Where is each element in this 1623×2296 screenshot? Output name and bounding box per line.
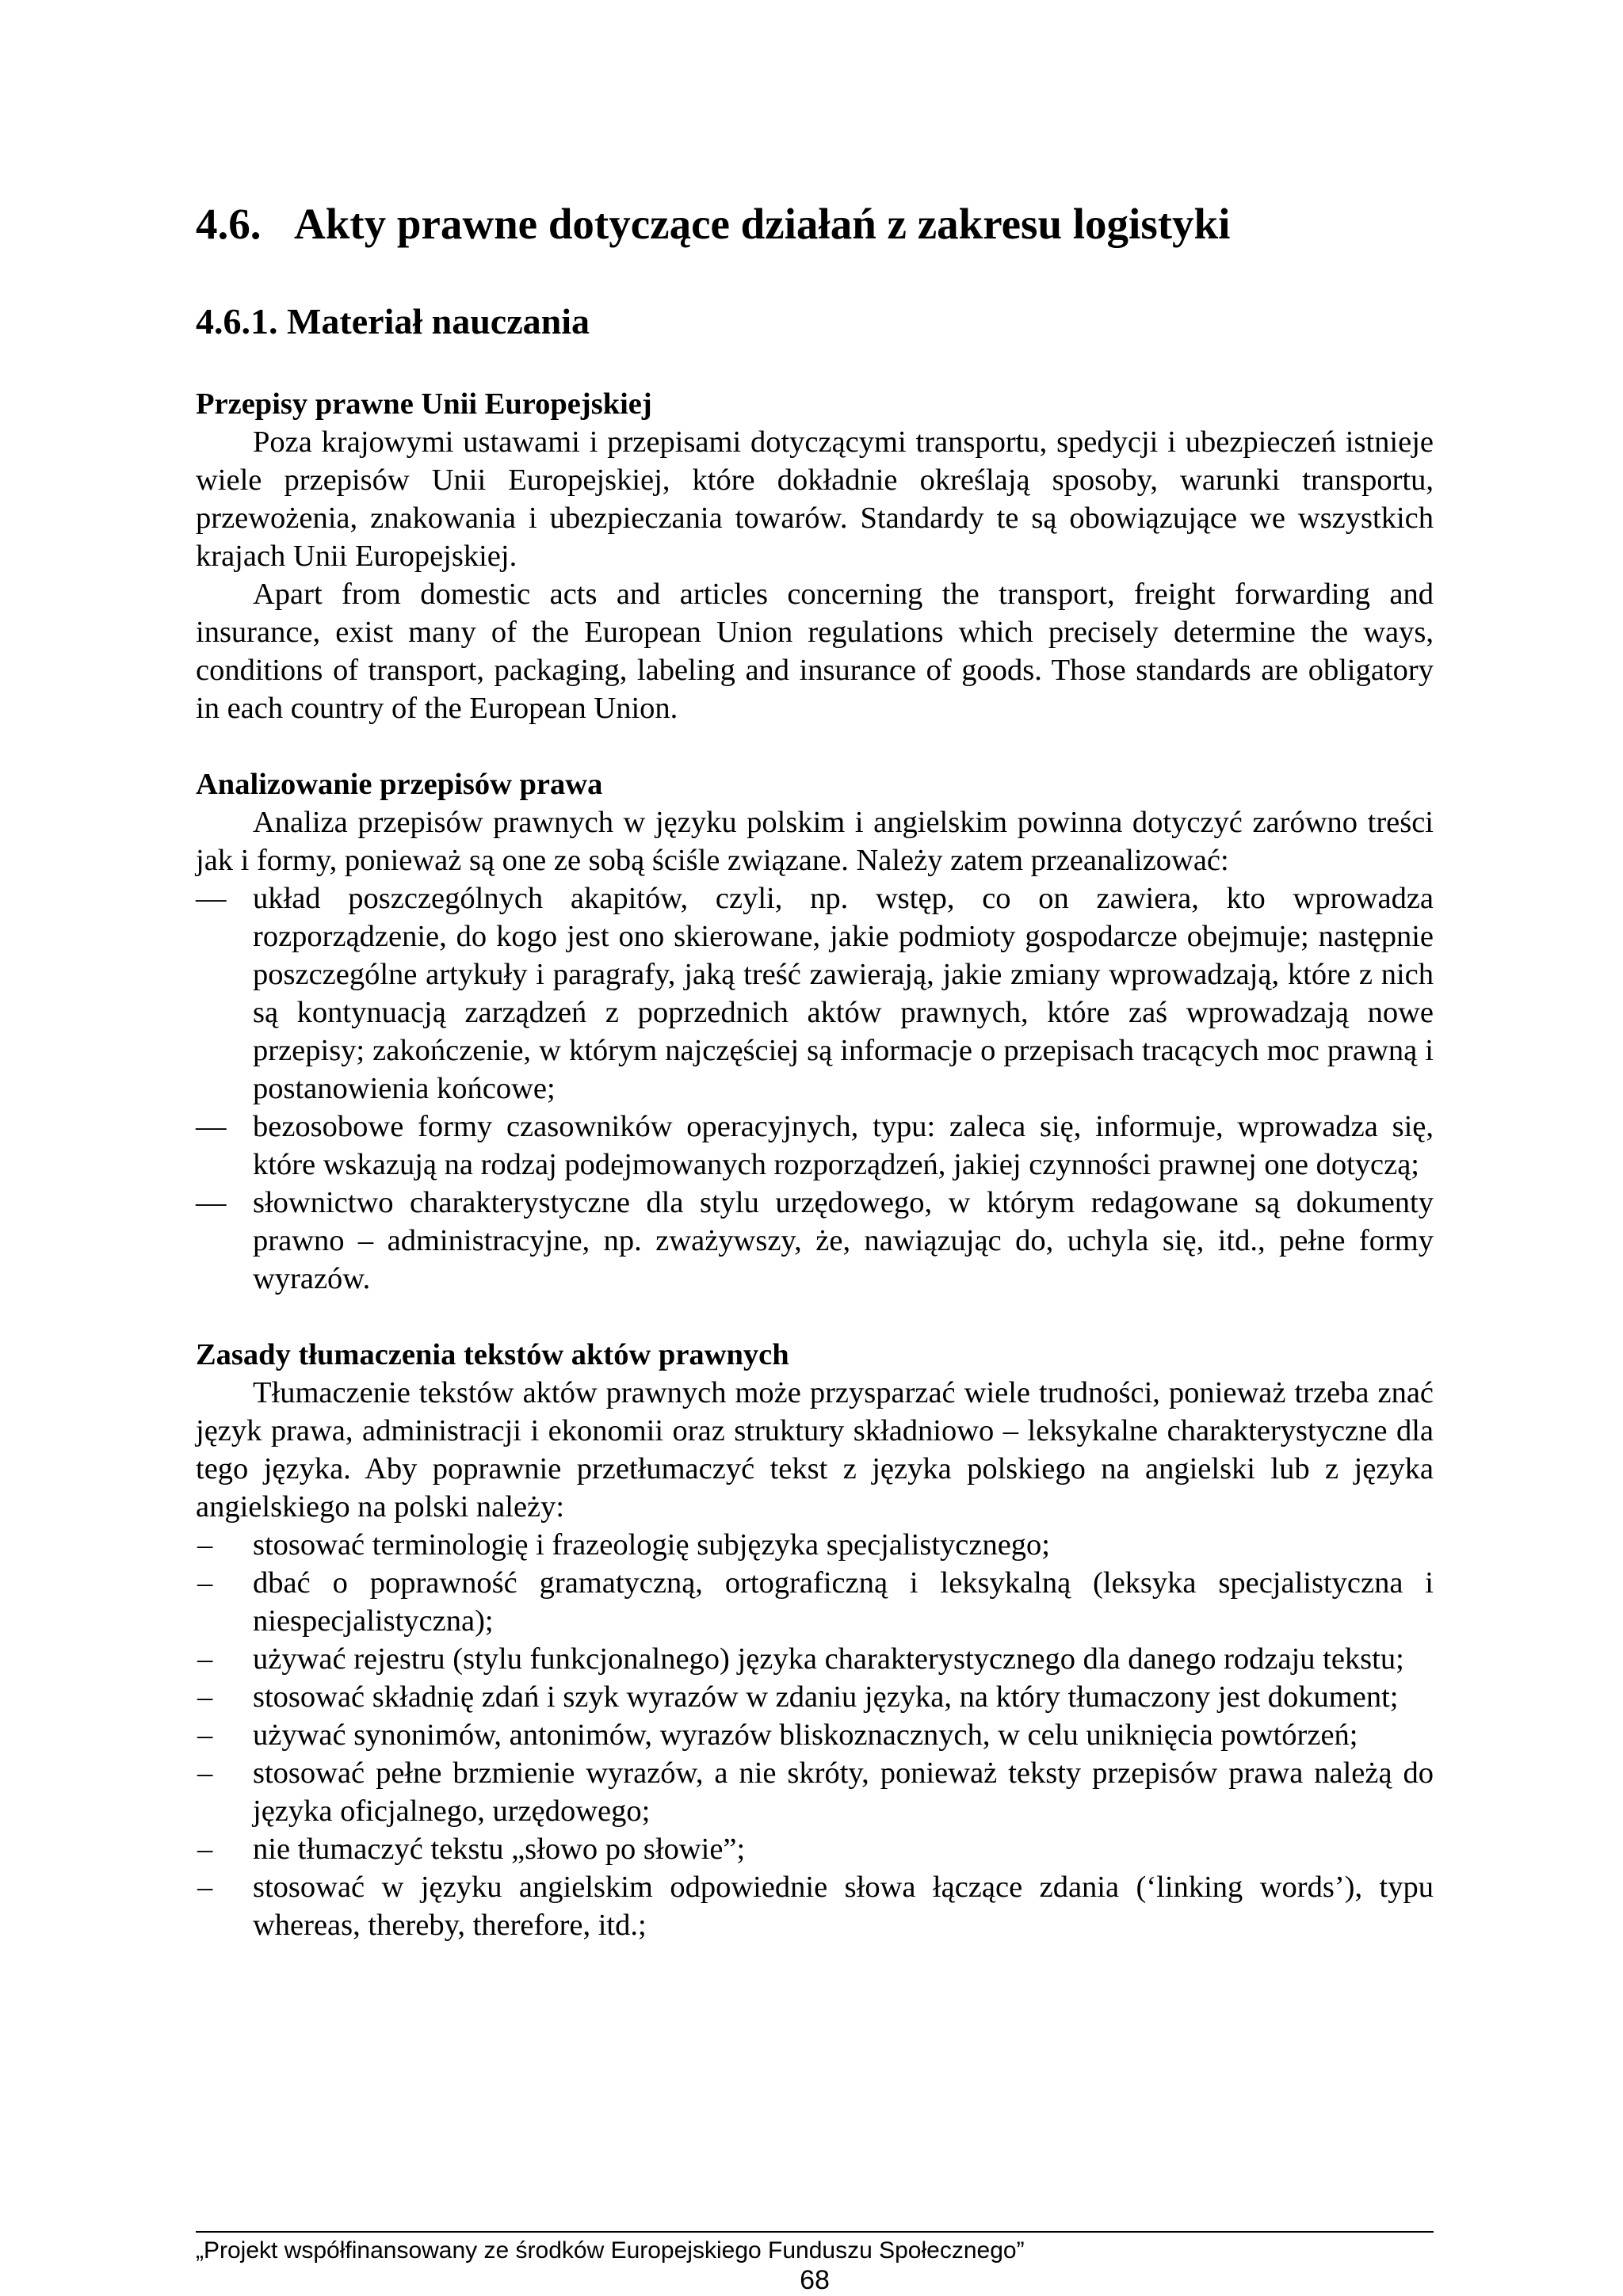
- list-item: – stosować terminologię i frazeologię subjęzyka specjalistycznego;: [196, 1526, 1434, 1564]
- eu-regulations-heading: Przepisy prawne Unii Europejskiej: [196, 387, 652, 421]
- footer-text: „Projekt współfinansowany ze środków Europejskiego Funduszu Społecznego”: [196, 2237, 1025, 2264]
- chapter-title-text: Akty prawne dotyczące działań z zakresu logistyki: [294, 200, 1231, 248]
- list-item: – stosować pełne brzmienie wyrazów, a nie skróty, ponieważ teksty przepisów prawa należą do języka oficjalnego, urzędowego;: [196, 1754, 1434, 1830]
- chapter-title: [196, 196, 1230, 252]
- list-item: – stosować składnię zdań i szyk wyrazów w zdaniu języka, na który tłumaczony jest dokument;: [196, 1678, 1434, 1716]
- list-item: – stosować w języku angielskim odpowiednie słowa łączące zdania (‘linking words’), typu whereas, thereby, therefore, itd.;: [196, 1868, 1434, 1944]
- list-item: — słownictwo charakterystyczne dla stylu urzędowego, w którym redagowane są dokumenty prawno – administracyjne, np. zważywszy, że, nawiązując do, uchyla się, itd., pełne formy wyrazów.: [196, 1184, 1434, 1298]
- eu-regulations-paragraph-en: Apart from domestic acts and articles concerning the transport, freight forwarding and insurance, exist many of the European Union regulations which precisely determine the ways, conditions of transport, packaging, labeling and insurance of goods. Those standards are obligatory in each country of the European Union.: [196, 578, 1434, 725]
- analysis-list: [196, 879, 1434, 1298]
- chapter-number: 4.6.: [196, 200, 262, 248]
- section-title: 4.6.1. Materiał nauczania: [196, 301, 590, 341]
- analysis-heading: Analizowanie przepisów prawa: [196, 768, 603, 801]
- list-item: – nie tłumaczyć tekstu „słowo po słowie”;: [196, 1830, 1434, 1868]
- footer-divider: [196, 2231, 1434, 2233]
- translation-list: [196, 1526, 1434, 1944]
- list-item: — bezosobowe formy czasowników operacyjnych, typu: zaleca się, informuje, wprowadza się, które wskazują na rodzaj podejmowanych rozporządzeń, jakiej czynności prawnej one dotyczą;: [196, 1108, 1434, 1184]
- eu-regulations-paragraph-pl: Poza krajowymi ustawami i przepisami dotyczącymi transportu, spedycji i ubezpieczeń istnieje wiele przepisów Unii Europejskiej, które dokładnie określają sposoby, warunki transportu, przewożenia, znakowania i ubezpieczania towarów. Standardy te są obowiązujące we wszystkich krajach Unii Europejskiej.: [196, 425, 1434, 573]
- list-item: – używać synonimów, antonimów, wyrazów bliskoznacznych, w celu uniknięcia powtórzeń;: [196, 1716, 1434, 1754]
- analysis-intro: Analiza przepisów prawnych w języku polskim i angielskim powinna dotyczyć zarówno treści jak i formy, ponieważ są one ze sobą ściśle związane. Należy zatem przeanalizować:: [196, 806, 1434, 877]
- body-text: [196, 385, 1434, 1944]
- list-item: — układ poszczególnych akapitów, czyli, np. wstęp, co on zawiera, kto wprowadza rozporządzenie, do kogo jest ono skierowane, jakie podmioty gospodarcze obejmuje; następnie poszczególne artykuły i paragrafy, jaką treść zawierają, jakie zmiany wprowadzają, które z nich są kontynuacją zarządzeń z poprzednich aktów prawnych, które zaś wprowadzają nowe przepisy; zakończenie, w którym najczęściej są informacje o przepisach tracących moc prawną i postanowienia końcowe;: [196, 879, 1434, 1108]
- translation-heading: Zasady tłumaczenia tekstów aktów prawnych: [196, 1338, 789, 1371]
- translation-intro: Tłumaczenie tekstów aktów prawnych może przysparzać wiele trudności, ponieważ trzeba znać język prawa, administracji i ekonomii oraz struktury składniowo – leksykalne charakterystyczne dla tego języka. Aby poprawnie przetłumaczyć tekst z języka polskiego na angielski lub z języka angielskiego na polski należy:: [196, 1376, 1434, 1524]
- document-page: [196, 0, 1434, 2296]
- spacer: [196, 727, 1434, 765]
- page-number: 68: [800, 2265, 830, 2295]
- list-item: – używać rejestru (stylu funkcjonalnego) języka charakterystycznego dla danego rodzaju tekstu;: [196, 1640, 1434, 1678]
- list-item: – dbać o poprawność gramatyczną, ortograficzną i leksykalną (leksyka specjalistyczna i niespecjalistyczna);: [196, 1564, 1434, 1640]
- spacer: [196, 1298, 1434, 1336]
